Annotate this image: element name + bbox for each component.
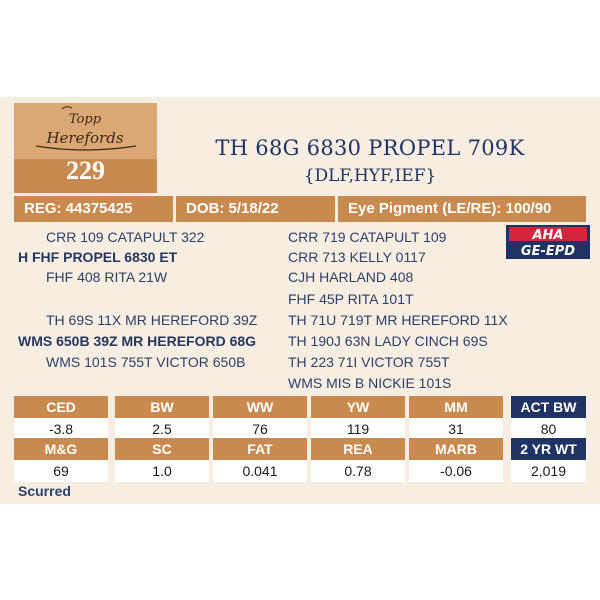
yr2-wt-value: 2,019: [511, 460, 586, 482]
epd-header-rea: REA: [311, 438, 405, 460]
epd-value-rea: 0.78: [311, 460, 405, 482]
topp-herefords-logo: [14, 103, 157, 159]
epd-header-mm: MM: [409, 396, 503, 418]
genetic-status: {DLF,HYF,IEF}: [303, 166, 437, 186]
epd-header-fat: FAT: [213, 438, 307, 460]
badge-line-2: GE-EPD: [520, 244, 576, 259]
pedigree-right-2: CRR 713 KELLY 0117: [288, 249, 426, 265]
badge-line-1: AHA: [532, 228, 564, 243]
epd-header-marb: MARB: [409, 438, 503, 460]
pedigree-right-5: TH 71U 719T MR HEREFORD 11X: [288, 312, 508, 328]
pedigree-dam: WMS 650B 39Z MR HEREFORD 68G: [18, 333, 257, 349]
svg-text:Herefords: Herefords: [46, 129, 124, 147]
pedigree-left-4: TH 69S 11X MR HEREFORD 39Z: [46, 312, 258, 328]
yr2-wt-header: 2 YR WT: [511, 438, 586, 460]
horn-status-note: Scurred: [18, 483, 71, 499]
pedigree-right-8: WMS MIS B NICKIE 101S: [288, 375, 452, 391]
registration-number: REG: 44375425: [14, 196, 173, 222]
epd-header-ced: CED: [14, 396, 108, 418]
pedigree-right-1: CRR 719 CATAPULT 109: [288, 229, 447, 245]
lot-number: 229: [66, 156, 105, 185]
epd-value-ced: -3.8: [14, 418, 108, 440]
svg-text:Topp: Topp: [68, 112, 102, 127]
epd-header-bw: BW: [115, 396, 209, 418]
pedigree-right-6: TH 190J 63N LADY CINCH 69S: [288, 333, 488, 349]
pedigree-right-7: TH 223 71I VICTOR 755T: [288, 354, 450, 370]
animal-name: TH 68G 6830 PROPEL 709K: [215, 136, 525, 160]
epd-value-yw: 119: [311, 418, 405, 440]
epd-header-mg: M&G: [14, 438, 108, 460]
epd-value-mg: 69: [14, 460, 108, 482]
eye-pigment: Eye Pigment (LE/RE): 100/90: [338, 196, 586, 222]
date-of-birth: DOB: 5/18/22: [176, 196, 335, 222]
epd-header-yw: YW: [311, 396, 405, 418]
epd-value-sc: 1.0: [115, 460, 209, 482]
pedigree-left-1: CRR 109 CATAPULT 322: [46, 229, 205, 245]
pedigree-sire: H FHF PROPEL 6830 ET: [18, 249, 178, 265]
epd-header-sc: SC: [115, 438, 209, 460]
epd-value-ww: 76: [213, 418, 307, 440]
pedigree-left-6: WMS 101S 755T VICTOR 650B: [46, 354, 246, 370]
act-bw-header: ACT BW: [511, 396, 586, 418]
epd-value-marb: -0.06: [409, 460, 503, 482]
epd-value-mm: 31: [409, 418, 503, 440]
epd-value-bw: 2.5: [115, 418, 209, 440]
pedigree-right-3: CJH HARLAND 408: [288, 269, 414, 285]
epd-value-fat: 0.041: [213, 460, 307, 482]
epd-header-ww: WW: [213, 396, 307, 418]
act-bw-value: 80: [511, 418, 586, 440]
aha-ge-epd-badge: [506, 225, 590, 259]
pedigree-right-4: FHF 45P RITA 101T: [288, 291, 414, 307]
pedigree-left-3: FHF 408 RITA 21W: [46, 269, 168, 285]
